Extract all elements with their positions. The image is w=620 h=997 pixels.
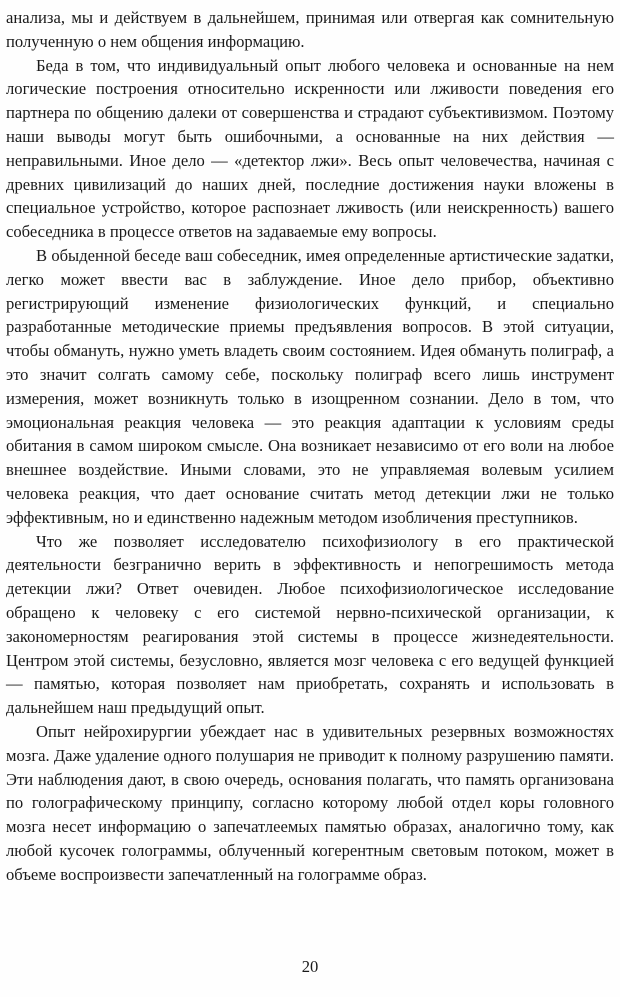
paragraph-2: Беда в том, что индивидуальный опыт любого человека и основанные на нем логические построения относительно искренности или лживости поведения его партнера по общению далеки от совершенства и страдают субъективизмом. Поэтому наши выводы могут быть ошибочными, а основанные на них действия — неправильными. Иное дело — «детектор лжи». Весь опыт человечества, начиная с древних цивилизаций до наших дней, последние достижения науки вложены в специальное устройство, которое распознает лживость (или неискренность) вашего собеседника в процессе ответов на задаваемые ему вопросы. [6, 55, 614, 242]
paragraph-4: Что же позволяет исследователю психофизиологу в его практической деятельности безгранично верить в эффективность и непогрешимость метода детекции лжи? Ответ очевиден. Любое психофизиологическое исследование обращено к человеку с его системой нервно-психической организации, к закономерностям реагирования этой системы в процессе жизнедеятельности. Центром этой системы, безусловно, является мозг человека с его ведущей функцией — памятью, которая позволяет нам приобретать, сохранять и использовать в дальнейшем наш предыдущий опыт. [6, 531, 614, 718]
paragraph-5: Опыт нейрохирургии убеждает нас в удивительных резервных возможностях мозга. Даже удаление одного полушария не приводит к полному разрушению памяти. Эти наблюдения дают, в свою очередь, основания полагать, что память организована по голографическому принципу, согласно которому любой отдел коры головного мозга несет информацию о запечатлеемых памятью образах, аналогично тому, как любой кусочек голограммы, облученный когерентным световым потоком, может в объеме воспроизвести запечатленный на голограмме образ. [6, 721, 614, 884]
page-body-text [6, 6, 614, 886]
paragraph-3: В обыденной беседе ваш собеседник, имея определенные артистические задатки, легко может ввести вас в заблуждение. Иное дело прибор, объективно регистрирующий изменение физиологических функций, и специально разработанные методические приемы предъявления вопросов. В этой ситуации, чтобы обмануть, нужно уметь владеть своим состоянием. Идея обмануть полиграф, а это значит солгать самому себе, поскольку полиграф всего лишь инструмент измерения, может возникнуть только в изощренном сознании. Дело в том, что эмоциональная реакция человека — это реакция адаптации к условиям среды обитания в самом широком смысле. Она возникает независимо от его воли на любое внешнее воздействие. Иными словами, это не управляемая волевым усилием человека реакция, что дает основание считать метод детекции лжи не только эффективным, но и единственно надежным методом изобличения преступников. [6, 245, 614, 527]
page-number: 20 [301, 957, 319, 976]
paragraph-1: анализа, мы и действуем в дальнейшем, принимая или отвергая как сомнительную полученную о нем общения информацию. [6, 8, 614, 51]
